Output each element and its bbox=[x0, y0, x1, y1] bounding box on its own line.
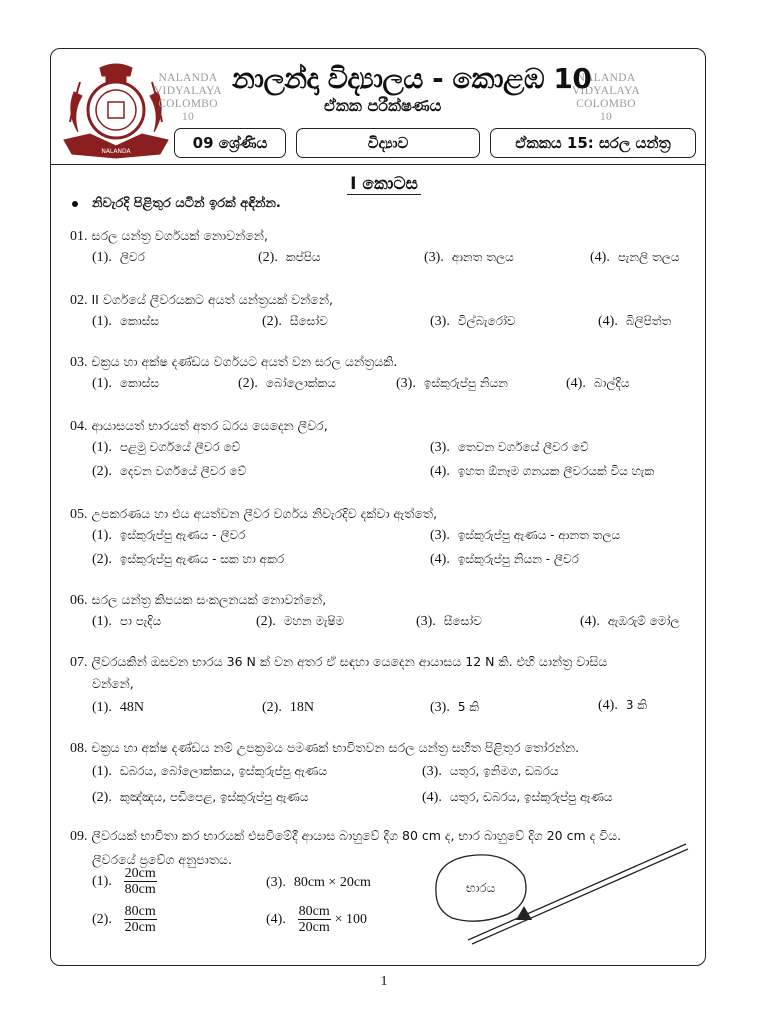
q3-option-4[interactable]: (4). බාල්දිය bbox=[566, 376, 630, 391]
question-9: 09. ලීවරයක් භාවිතා කර භාරයක් එසවීමේදී ආයාස බාහුවේ දිග 80 cm ද, භාර බාහුවේ දිග 20 cm ද විය. bbox=[70, 828, 622, 844]
q4-option-4[interactable]: (4). ඉහත ඕනෑම ගනයක ලීවරයක් විය හැක bbox=[430, 464, 655, 479]
q6-option-1[interactable]: (1). පා පැදිය bbox=[92, 614, 162, 629]
q7-option-2[interactable]: (2). 18N bbox=[262, 700, 314, 715]
q9-option-1[interactable]: (1). $\frac{20cm}{80cm}$ bbox=[92, 866, 156, 897]
q5-option-3[interactable]: (3). ඉස්කුරුප්පු ඇණය - ආනත තලය bbox=[430, 528, 621, 543]
q3-option-3[interactable]: (3). ඉස්කුරුප්පු නියන bbox=[396, 376, 508, 391]
page-number: 1 bbox=[380, 974, 388, 989]
q2-option-1[interactable]: (1). කොස්ස bbox=[92, 314, 159, 329]
q1-option-2[interactable]: (2). කප්පිය bbox=[258, 250, 321, 265]
q5-option-1[interactable]: (1). ඉස්කුරුප්පු ඇණය - ලීවර bbox=[92, 528, 246, 543]
q9-option-3[interactable]: (3). 80cm × 20cm bbox=[266, 875, 371, 890]
q9-option-4[interactable]: (4). $\frac{80cm}{20cm}$ × 100 bbox=[266, 904, 367, 935]
question-1: 01. සරල යන්ත්‍ර වර්ගයක් නොවන්නේ, bbox=[70, 228, 268, 244]
lever-diagram bbox=[428, 840, 698, 950]
unit-box: ඒකකය 15: සරල යන්ත්‍ර bbox=[490, 128, 696, 158]
load-label: භාරය bbox=[466, 881, 496, 895]
watermark-right: NALANDA VIDYALAYA COLOMBO 10 bbox=[571, 72, 641, 123]
subject-box: විද්‍යාව bbox=[296, 128, 480, 158]
q2-option-4[interactable]: (4). බිලිපිත්ත bbox=[598, 314, 672, 329]
q4-option-1[interactable]: (1). පළමු වර්ගයේ ලීවර වේ bbox=[92, 440, 241, 455]
question-6: 06. සරල යන්ත්‍ර කිපයක සංකලනයක් නොවන්නේ, bbox=[70, 592, 327, 608]
school-title: නාලන්දා විද්‍යාලය - කොළඹ 10 bbox=[232, 62, 592, 95]
question-5: 05. උපකරණය හා එය අයත්වන ලීවර වර්ගය නිවැරදිව දක්වා ඇත්තේ, bbox=[70, 506, 438, 522]
q5-option-4[interactable]: (4). ඉස්කුරුප්පු නියන - ලීවර bbox=[430, 552, 579, 567]
question-8: 08. චක්‍රය හා අක්ෂ දණ්ඩය නම් උපක්‍රමය පමණක් භාවිතවන සරල යන්ත්‍ර සහිත පිළිතුර තෝරන්න. bbox=[70, 740, 580, 756]
q9-option-2[interactable]: (2). $\frac{80cm}{20cm}$ bbox=[92, 904, 156, 935]
q8-option-3[interactable]: (3). යතුර, ඉනිමග, ඩබරය bbox=[422, 764, 559, 779]
watermark-left: NALANDA VIDYALAYA COLOMBO 10 bbox=[153, 72, 223, 123]
q8-option-2[interactable]: (2). කුඤ්ඤය, පඩිපෙළ, ඉස්කුරුප්පු ඇණය bbox=[92, 790, 309, 805]
q6-option-3[interactable]: (3). සීසෝව bbox=[416, 614, 482, 629]
q7-option-4[interactable]: (4). 3 කි bbox=[598, 698, 648, 713]
q1-option-1[interactable]: (1). ලීවර bbox=[92, 250, 145, 265]
header-divider bbox=[50, 164, 706, 165]
instruction: නිවැරදි පිළිතුර යටින් ඉරක් අඳින්න. bbox=[72, 196, 281, 211]
q3-option-2[interactable]: (2). බෝලොක්කය bbox=[238, 376, 336, 391]
q2-option-3[interactable]: (3). විල්බැරෝව bbox=[430, 314, 516, 329]
q8-option-4[interactable]: (4). යතුර, ඩබරය, ඉස්කුරුප්පු ඇණය bbox=[422, 790, 613, 805]
question-2: 02. II වර්ගයේ ලීවරයකට අයත් යන්ත්‍රයක් වන්නේ, bbox=[70, 292, 333, 308]
q1-option-4[interactable]: (4). පැනලි තලය bbox=[590, 250, 680, 265]
q7-option-1[interactable]: (1). 48N bbox=[92, 700, 144, 715]
q3-option-1[interactable]: (1). කොස්ස bbox=[92, 376, 159, 391]
fraction: $\frac{80cm}{20cm}$ bbox=[298, 904, 330, 935]
svg-text:NALANDA: NALANDA bbox=[101, 148, 131, 155]
q6-option-4[interactable]: (4). ඇඹරුම් මෝල bbox=[580, 614, 680, 629]
q4-option-3[interactable]: (3). තෙවන වර්ගයේ ලීවර වේ bbox=[430, 440, 589, 455]
q4-option-2[interactable]: (2). දෙවන වර්ගයේ ලීවර වේ bbox=[92, 464, 247, 479]
q6-option-2[interactable]: (2). මහන මැෂිම bbox=[256, 614, 345, 629]
q5-option-2[interactable]: (2). ඉස්කුරුප්පු ඇණය - සක හා අකර bbox=[92, 552, 285, 567]
bullet-icon bbox=[72, 201, 78, 207]
q8-option-1[interactable]: (1). ඩබරය, බෝලොක්කය, ඉස්කුරුප්පු ඇණය bbox=[92, 764, 328, 779]
fraction: $\frac{80cm}{20cm}$ bbox=[124, 904, 156, 935]
part-title: I කොටස bbox=[0, 174, 768, 194]
question-7: 07. ලීවරයකින් ඔසවන භාරය 36 N ක් වන අතර ඒ සඳහා යෙදෙන ආයාසය 12 N කි. එහි යාන්ත්‍ර වාසිය bbox=[70, 654, 608, 670]
q7-option-3[interactable]: (3). 5 කි bbox=[430, 700, 480, 715]
question-9-continued: ලීවරයේ ප්‍රවේග අනුපාතය. bbox=[92, 852, 232, 867]
fraction: $\frac{20cm}{80cm}$ bbox=[124, 866, 156, 897]
question-3: 03. චක්‍රය හා අක්ෂ දණ්ඩය වර්ගයට අයත් වන සරල යන්ත්‍රයකි. bbox=[70, 354, 398, 370]
q2-option-2[interactable]: (2). සීසෝව bbox=[262, 314, 328, 329]
exam-subtitle: ඒකක පරීක්ෂණය bbox=[324, 96, 442, 115]
q1-option-3[interactable]: (3). ආනත තලය bbox=[424, 250, 514, 265]
question-4: 04. ආයාසයත් භාරයත් අතර ධරය යෙදෙන ලීවර, bbox=[70, 418, 328, 434]
question-7-continued: වන්නේ, bbox=[92, 676, 134, 691]
grade-box: 09 ශ්‍රේණිය bbox=[174, 128, 286, 158]
